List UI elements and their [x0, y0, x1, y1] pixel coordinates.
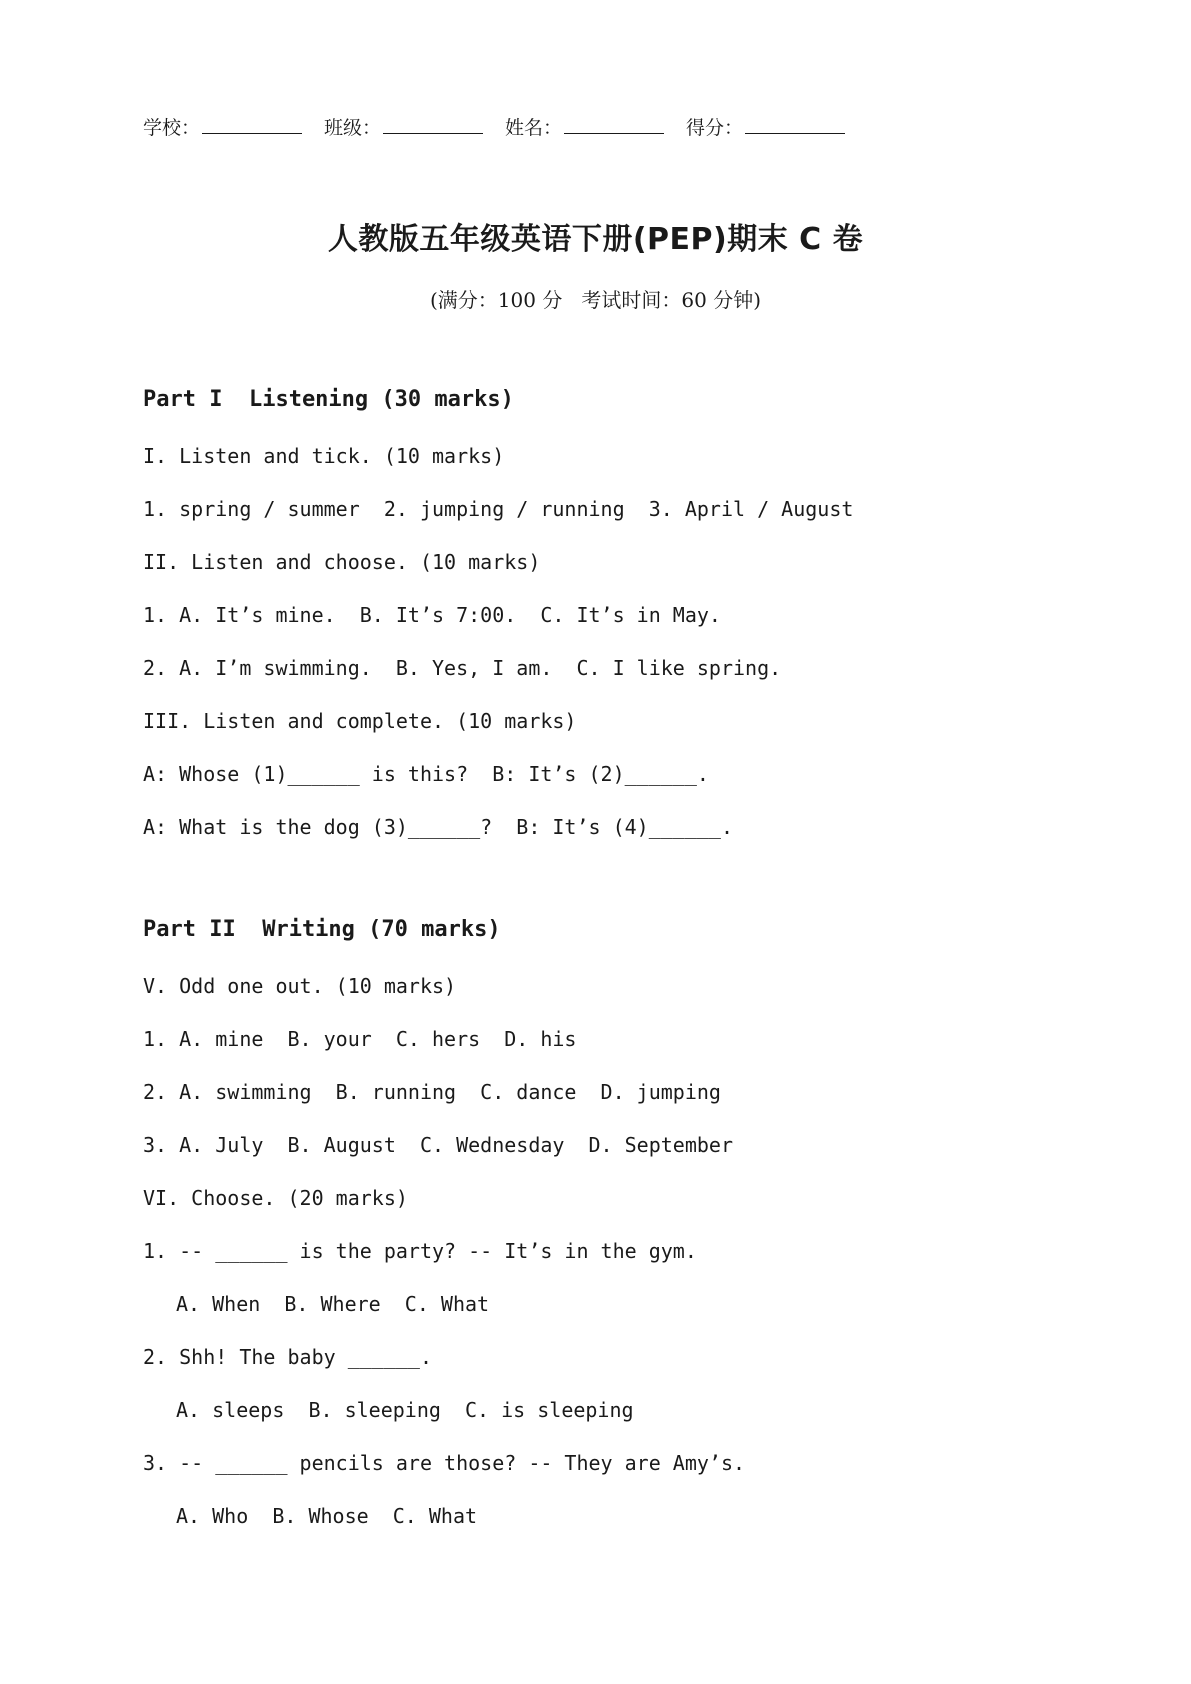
score-label: 得分： — [686, 117, 744, 139]
score-field — [686, 113, 845, 140]
name-blank[interactable] — [564, 115, 664, 134]
sec2-question-1: 1. A. It’s mine. B. It’s 7:00. C. It’s in May. — [143, 603, 721, 627]
sec1-line: 1. spring / summer 2. jumping / running 3. April / August — [143, 497, 854, 521]
school-blank[interactable] — [202, 115, 302, 134]
sec6-question-1-options: A. When B. Where C. What — [176, 1292, 490, 1316]
sec2-heading: II. Listen and choose. (10 marks) — [143, 550, 541, 574]
sec5-question-3: 3. A. July B. August C. Wednesday D. September — [143, 1133, 734, 1157]
name-label: 姓名： — [505, 117, 563, 139]
school-field — [143, 113, 302, 140]
sec5-heading: V. Odd one out. (10 marks) — [143, 974, 457, 998]
sec2-question-2: 2. A. I’m swimming. B. Yes, I am. C. I like spring. — [143, 656, 782, 680]
class-field — [324, 113, 483, 140]
sec1-heading: I. Listen and tick. (10 marks) — [143, 444, 505, 468]
sec6-question-2-options: A. sleeps B. sleeping C. is sleeping — [176, 1398, 634, 1422]
sec5-question-2: 2. A. swimming B. running C. dance D. jumping — [143, 1080, 721, 1104]
sec5-question-1: 1. A. mine B. your C. hers D. his — [143, 1027, 577, 1051]
sec6-question-3-options: A. Who B. Whose C. What — [176, 1504, 478, 1528]
class-blank[interactable] — [383, 115, 483, 134]
name-field — [505, 113, 664, 140]
part1-heading: Part I Listening (30 marks) — [143, 387, 514, 412]
exam-title: 人教版五年级英语下册(PEP)期末 C 卷 — [327, 222, 864, 257]
student-info-header — [143, 113, 867, 140]
sec6-question-3: 3. -- ______ pencils are those? -- They are Amy’s. — [143, 1451, 746, 1475]
sec6-question-1: 1. -- ______ is the party? -- It’s in the gym. — [143, 1239, 697, 1263]
exam-subtitle: (满分：100 分 考试时间：60 分钟) — [429, 288, 761, 312]
sec3-question-1: A: Whose (1)______ is this? B: It’s (2)______. — [143, 762, 709, 786]
sec3-question-2: A: What is the dog (3)______? B: It’s (4)______. — [143, 815, 734, 839]
sec6-question-2: 2. Shh! The baby ______. — [143, 1345, 432, 1369]
class-label: 班级： — [324, 117, 382, 139]
sec3-heading: III. Listen and complete. (10 marks) — [143, 709, 577, 733]
part2-heading: Part II Writing (70 marks) — [143, 917, 501, 942]
school-label: 学校： — [143, 117, 201, 139]
score-blank[interactable] — [745, 115, 845, 134]
sec6-heading: VI. Choose. (20 marks) — [143, 1186, 408, 1210]
